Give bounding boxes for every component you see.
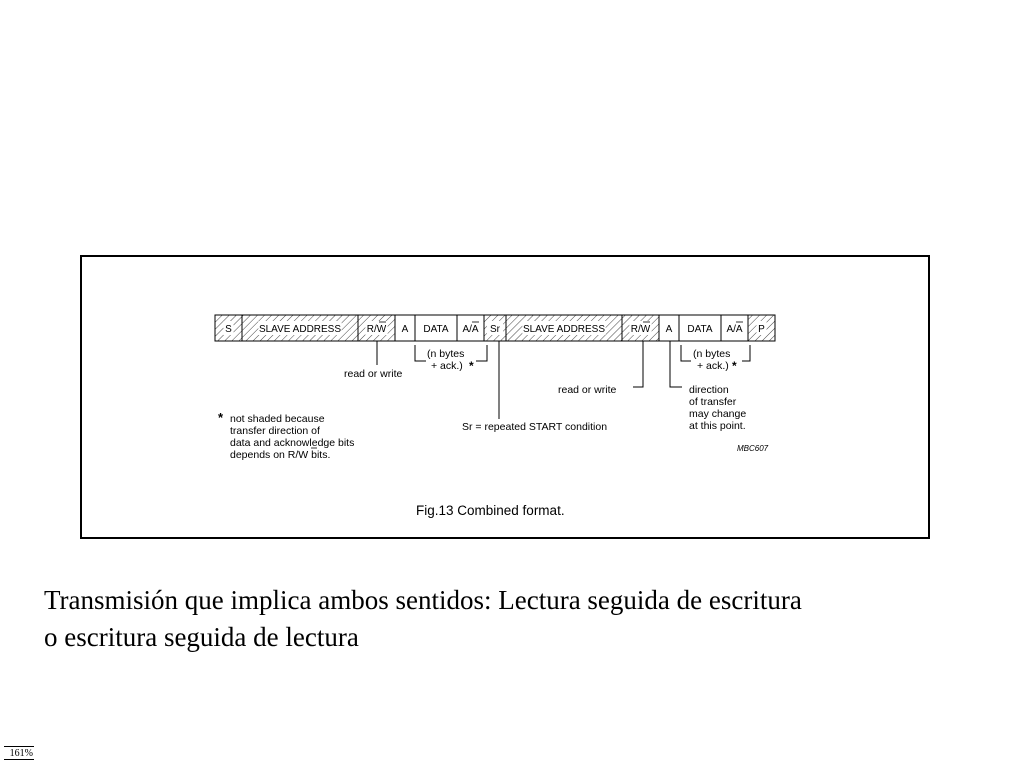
frame-segment-label: SLAVE ADDRESS xyxy=(522,324,606,335)
frame-segment-label: R/W xyxy=(366,324,387,335)
frame-segment-9 xyxy=(622,315,659,341)
n-bytes-label-2a: (n bytes xyxy=(693,348,731,360)
read-or-write-label-1: read or write xyxy=(344,368,403,380)
frame-segment-4 xyxy=(395,315,415,341)
footnote-line: transfer direction of xyxy=(230,425,320,437)
frame-segment-label: A/A xyxy=(726,324,743,335)
direction-note-line: direction xyxy=(689,384,729,396)
frame-segment-label: DATA xyxy=(687,324,713,335)
n-bytes-label-2b: + ack.) xyxy=(697,360,729,372)
figure-code: MBC607 xyxy=(737,444,769,453)
asterisk-mark-2: * xyxy=(732,359,737,373)
frame-segment-12 xyxy=(721,315,748,341)
direction-note xyxy=(689,384,746,432)
frame-segment-10 xyxy=(659,315,679,341)
frame-segment-11 xyxy=(679,315,721,341)
frame-segment-1 xyxy=(215,315,242,341)
frame-segment-label: SLAVE ADDRESS xyxy=(258,324,342,335)
frame-segment-label: R/W xyxy=(630,324,651,335)
frame-segment-label: DATA xyxy=(423,324,449,335)
direction-note-line: may change xyxy=(689,408,747,420)
n-bytes-label-1b: + ack.) xyxy=(431,360,463,372)
sr-note: Sr = repeated START condition xyxy=(462,421,608,433)
n-bytes-label-1a: (n bytes xyxy=(427,348,465,360)
frame-segment-2 xyxy=(242,315,358,341)
zoom-indicator[interactable]: 161% xyxy=(4,746,34,760)
diagram-canvas xyxy=(82,257,928,537)
caption-line-1: Transmisión que implica ambos sentidos: Lectura seguida de escritura xyxy=(44,585,802,615)
combined-format-figure xyxy=(80,255,930,539)
frame-segment-3 xyxy=(358,315,395,341)
frame-bar xyxy=(215,315,775,341)
footnote-line: not shaded because xyxy=(230,413,325,425)
frame-segment-label: A/A xyxy=(462,324,479,335)
frame-segment-8 xyxy=(506,315,622,341)
frame-segment-label: A xyxy=(665,324,673,335)
footnote xyxy=(218,410,354,461)
direction-note-line: at this point. xyxy=(689,420,746,432)
footnote-line: data and acknowledge bits xyxy=(230,437,355,449)
slide-caption xyxy=(44,582,1019,656)
footnote-asterisk: * xyxy=(218,410,224,425)
caption-line-2: o escritura seguida de lectura xyxy=(44,622,359,652)
direction-note-line: of transfer xyxy=(689,396,737,408)
frame-segment-label: A xyxy=(401,324,409,335)
frame-segment-label: Sr xyxy=(490,324,500,335)
frame-segment-13 xyxy=(748,315,775,341)
frame-segment-label: S xyxy=(225,324,232,335)
frame-segment-6 xyxy=(457,315,484,341)
frame-segment-label: P xyxy=(758,324,765,335)
figure-title: Fig.13 Combined format. xyxy=(416,503,565,518)
footnote-line: depends on R/W bits. xyxy=(230,449,331,461)
frame-segment-5 xyxy=(415,315,457,341)
asterisk-mark-1: * xyxy=(469,359,474,373)
read-or-write-label-2: read or write xyxy=(558,384,617,396)
frame-segment-7 xyxy=(484,315,506,341)
